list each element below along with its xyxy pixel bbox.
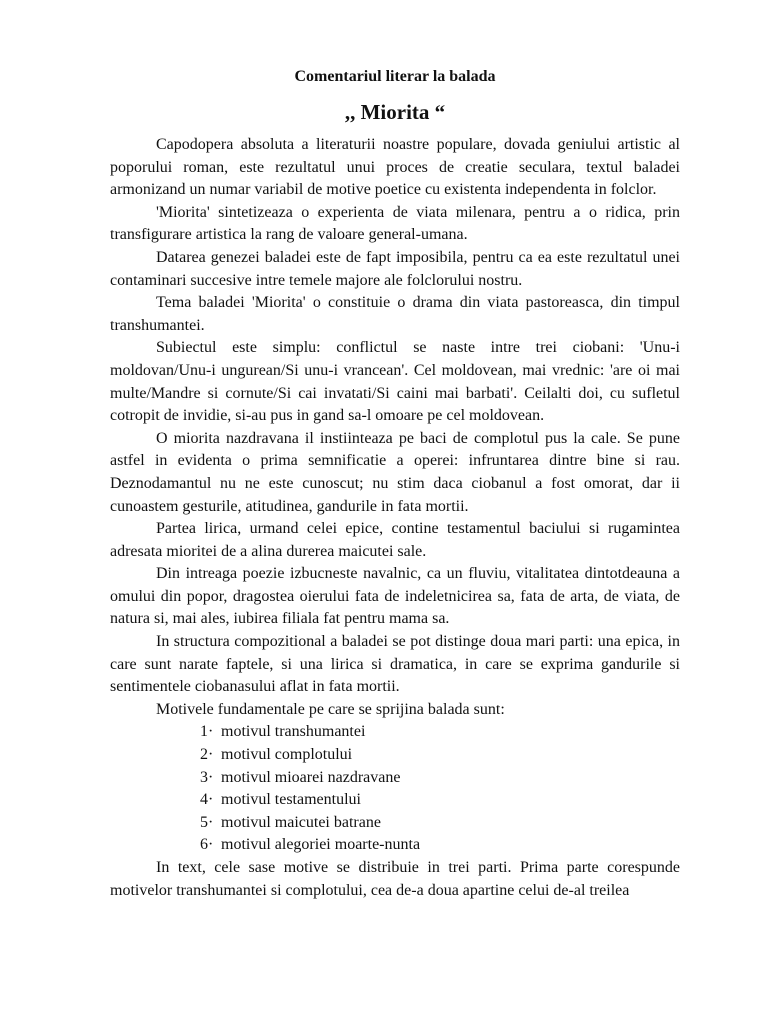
list-item-text: motivul complotului [221,746,353,764]
list-item-number: 4· [200,791,214,809]
paragraph: 'Miorita' sintetizeaza o experienta de viata milenara, pentru a o ridica, prin transfigurare artistica la rang de valoare general-umana. [110,203,680,244]
list-item [200,767,680,790]
list-item-number: 6· [200,836,214,854]
list-item [200,744,680,767]
ballad-heading: ,, Miorita “ [344,100,446,124]
list-item [200,834,680,857]
document-page [110,66,680,902]
list-item [200,812,680,835]
paragraph: O miorita nazdravana il instiinteaza pe baci de complotul pus la cale. Se pune astfel in evidenta o prima semnificatie a operei: infruntarea dintre bine si rau. Deznodamantul nu ne este cunoscut; nu stim daca ciobanul a fost omorat, dar ii cunoastem gesturile, atitudinea, gandurile in fata mortii. [110,429,680,515]
list-item [200,789,680,812]
list-item-text: motivul transhumantei [221,723,366,741]
list-item-number: 5· [200,813,214,831]
list-item-number: 3· [200,768,214,786]
paragraph: In structura compozitional a baladei se pot distinge doua mari parti: una epica, in care sunt narate faptele, si una lirica si dramatica, in care se exprima gandurile si sentimentele ciobanasului aflat in fata mortii. [110,633,680,696]
document-body [110,134,680,902]
list-item-text: motivul maicutei batrane [221,813,381,831]
list-item [200,721,680,744]
paragraph: Subiectul este simplu: conflictul se naste intre trei ciobani: 'Unu-i moldovan/Unu-i ungurean/Si unu-i vrancean'. Cel moldovean, mai vrednic: 'are oi mai multe/Mandre si cornute/Si cai invatati/Si caini mai barbati'. Ceilalti doi, cu sufletul cotropit de invidie, si-au pus in gand sa-l omoare pe cel moldovean. [110,339,680,425]
list-item-number: 1· [200,723,214,741]
paragraph: Din intreaga poezie izbucneste navalnic, ca un fluviu, vitalitatea dintotdeauna a omului din popor, dragostea oierului fata de indeletnicirea sa, fata de arta, de viata, de natura si, mai ales, iubirea filiala fat pentru mama sa. [110,565,680,628]
paragraph: Datarea genezei baladei este de fapt imposibila, pentru ca ea este rezultatul unei contaminari succesive intre temele majore ale folclorului nostru. [110,248,680,289]
motif-list [110,721,680,857]
paragraph-closing: In text, cele sase motive se distribuie in trei parti. Prima parte corespunde motivelor transhumantei si complotului, cea de-a doua apartine celui de-al treilea [110,859,680,899]
list-item-text: motivul alegoriei moarte-nunta [221,836,421,854]
paragraph: Capodopera absoluta a literaturii noastre populare, dovada geniului artistic al poporului roman, este rezultatul unui proces de creatie seculara, textul baladei armonizand un numar variabil de motive poetice cu existenta independenta in folclor. [110,136,680,199]
list-item-text: motivul testamentului [221,791,361,809]
paragraph: Partea lirica, urmand celei epice, contine testamentul baciului si rugamintea adresata mioritei de a alina durerea maicutei sale. [110,520,680,560]
paragraph: Tema baladei 'Miorita' o constituie o drama din viata pastoreasca, din timpul transhumantei. [110,294,680,334]
paragraph: Motivele fundamentale pe care se sprijina balada sunt: [156,700,505,718]
list-item-text: motivul mioarei nazdravane [221,768,401,786]
document-title: Comentariul literar la balada [294,68,496,85]
list-item-number: 2· [200,746,214,764]
